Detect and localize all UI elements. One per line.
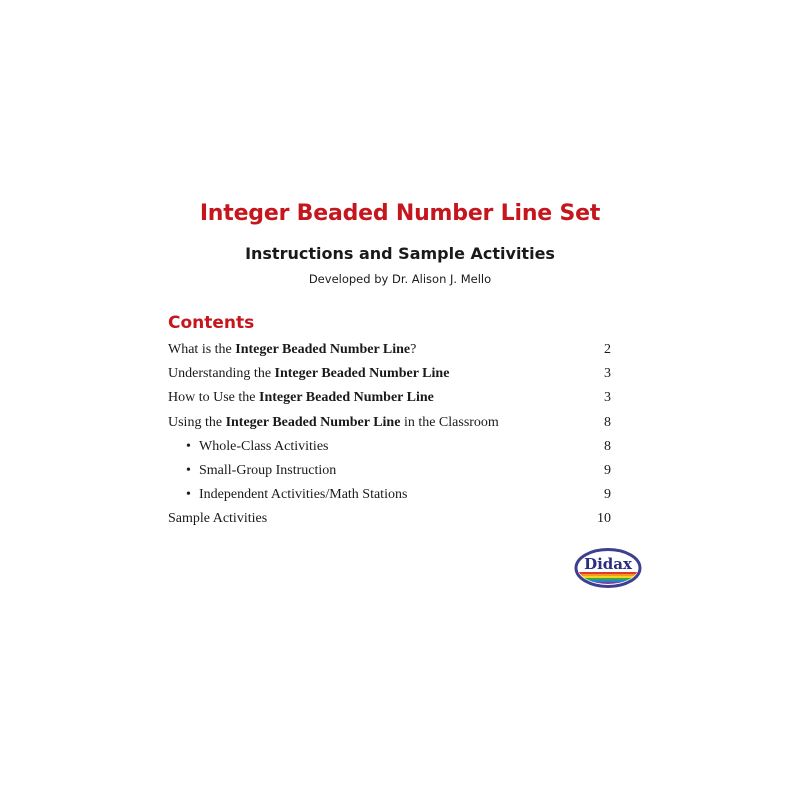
toc-subentry bbox=[168, 487, 611, 511]
document-title bbox=[0, 201, 800, 226]
toc-entry-text bbox=[168, 366, 449, 382]
toc-entry bbox=[168, 366, 611, 390]
toc-entry bbox=[168, 342, 611, 366]
toc-entry-text bbox=[168, 463, 336, 479]
toc-entry-text bbox=[168, 342, 416, 358]
toc-entry-pre: How to Use the bbox=[168, 390, 259, 406]
toc-entry-post: in the Classroom bbox=[400, 414, 499, 430]
title-main: Integer Beaded Number Line bbox=[199, 201, 553, 226]
toc-entry-pre: Small-Group Instruction bbox=[199, 462, 337, 478]
toc-page-number: 9 bbox=[604, 487, 611, 503]
toc-page-number: 3 bbox=[604, 366, 611, 382]
toc-entry bbox=[168, 511, 611, 535]
toc-entry-pre: Sample Activities bbox=[168, 511, 268, 527]
rainbow-stripe bbox=[578, 574, 638, 576]
toc-entry-bold: Integer Beaded Number Line bbox=[235, 342, 411, 357]
author-line: Developed by Dr. Alison J. Mello bbox=[308, 272, 492, 286]
toc-page-number: 10 bbox=[597, 511, 611, 527]
toc-page-number: 8 bbox=[604, 414, 611, 430]
toc-page-number: 3 bbox=[604, 390, 611, 406]
toc-entry-text bbox=[168, 439, 328, 455]
toc-entry-pre: Whole-Class Activities bbox=[199, 438, 329, 454]
bullet-icon: • bbox=[186, 487, 191, 503]
toc-entry bbox=[168, 390, 611, 414]
toc-entry-text bbox=[168, 415, 499, 431]
didax-logo bbox=[574, 548, 642, 588]
toc-entry-pre: Independent Activities/Math Stations bbox=[199, 487, 408, 503]
bullet-icon: • bbox=[186, 462, 191, 478]
toc-entry-bold: Integer Beaded Number Line bbox=[225, 414, 401, 430]
toc-entry-text bbox=[168, 390, 434, 406]
toc-entry-bold: Integer Beaded Number Line bbox=[274, 366, 450, 382]
contents-heading: Contents bbox=[168, 313, 255, 333]
rainbow-stripe bbox=[578, 576, 638, 578]
toc-page-number: 9 bbox=[604, 462, 611, 478]
toc-entry-post: ? bbox=[410, 342, 417, 357]
logo-text: Didax bbox=[584, 555, 632, 573]
toc-page-number: 8 bbox=[604, 438, 611, 454]
title-suffix: Set bbox=[559, 201, 601, 226]
toc-subentry bbox=[168, 439, 611, 463]
toc-entry-pre: Understanding the bbox=[168, 366, 275, 382]
toc-entry-text bbox=[168, 487, 407, 503]
table-of-contents bbox=[168, 342, 611, 536]
bullet-icon: • bbox=[186, 438, 191, 454]
toc-entry-pre: Using the bbox=[168, 414, 226, 430]
toc-entry bbox=[168, 415, 611, 439]
toc-page-number: 2 bbox=[604, 342, 611, 357]
toc-entry-text bbox=[168, 511, 267, 527]
toc-entry-bold: Integer Beaded Number Line bbox=[259, 390, 434, 406]
toc-entry-pre: What is the bbox=[168, 342, 236, 357]
toc-subentry bbox=[168, 463, 611, 487]
document-subtitle: Instructions and Sample Activities bbox=[245, 244, 555, 263]
